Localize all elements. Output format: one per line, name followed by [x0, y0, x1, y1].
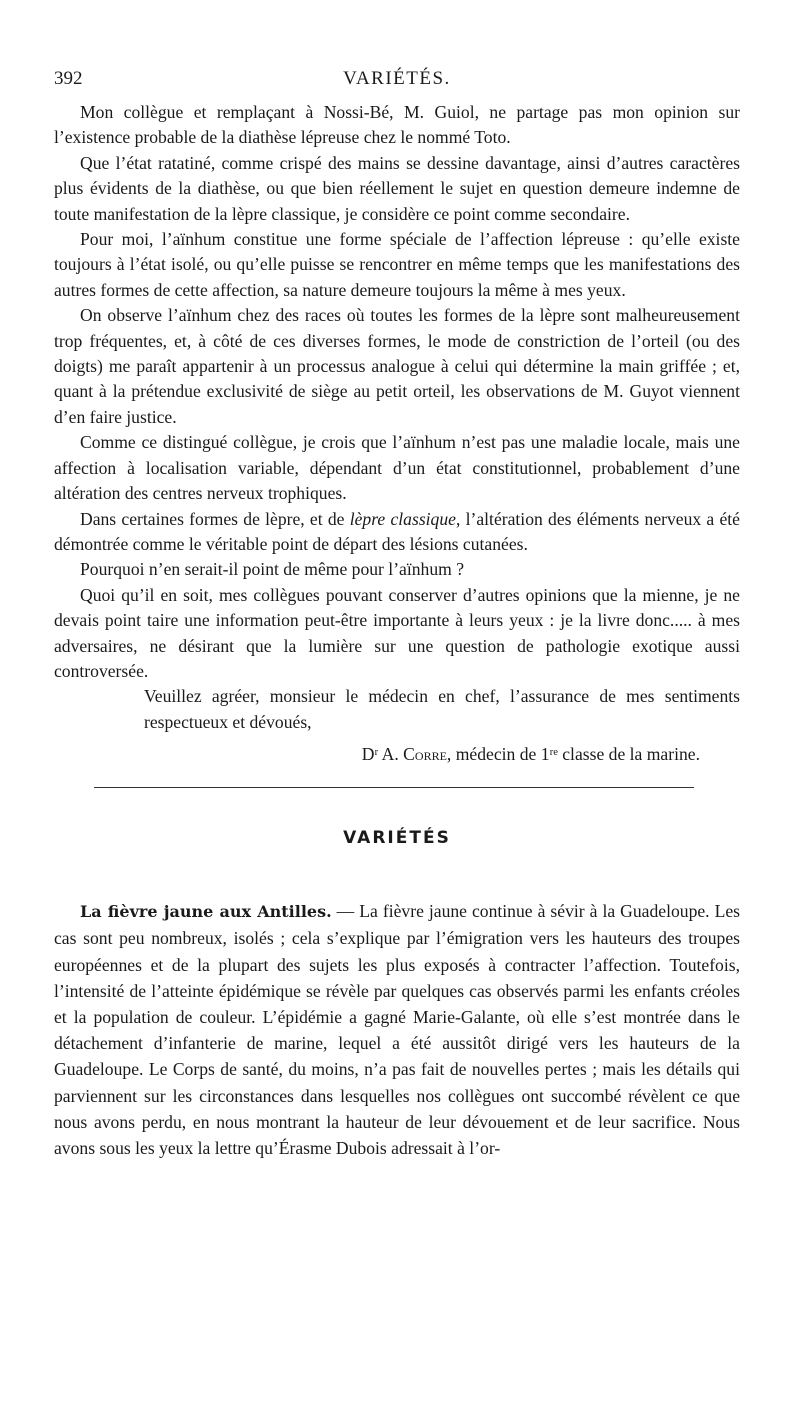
paragraph: Que l’état ratatiné, comme crispé des mains se dessine davantage, ainsi d’autres caractères plus évidents de la diathèse, ou que bien réellement le sujet en question demeure indemne de toute manifestation de la lèpre classique, je considère ce point comme secondaire.: [54, 152, 740, 224]
paragraph: Pour moi, l’aïnhum constitue une forme spéciale de l’affection lépreuse : qu’elle existe toujours à l’état isolé, ou qu’elle puisse se rencontrer en même temps que les manifestations des autres formes de cette affection, sa nature demeure toujours la même à mes yeux.: [54, 229, 740, 300]
paragraph: Comme ce distingué collègue, je crois que l’aïnhum n’est pas une maladie locale, mais une affection à localisation variable, dépendant d’un état constitutionnel, probablement d’une altération des centres nerveux trophiques.: [54, 432, 740, 504]
closing-formula: Veuillez agréer, monsieur le médecin en chef, l’assurance de mes sentiments respectueux et dévoués,: [144, 686, 740, 732]
paragraph: Mon collègue et remplaçant à Nossi-Bé, M. Guiol, ne partage pas mon opinion sur l’existence probable de la diathèse lépreuse chez le nommé Toto.: [54, 102, 740, 148]
paragraph: [54, 898, 740, 1161]
text-segment: Dans certaines formes de lèpre, et de: [80, 508, 350, 529]
letter-body: [54, 100, 740, 769]
italic-term: lèpre classique: [349, 508, 456, 529]
paragraph: On observe l’aïnhum chez des races où toutes les formes de la lèpre sont malheureusement trop fréquentes, et, à côté de ces diverses formes, le mode de constriction de l’orteil (ou des doigts) me paraît appartenir à un processus analogue à celui qui détermine la main griffée ; et, quant à la prétendue exclusivité de siège au petit orteil, les observations de M. Guyot viennent d’en faire justice.: [54, 305, 740, 427]
section-title: VARIÉTÉS: [343, 828, 451, 849]
running-head: VARIÉTÉS.: [343, 68, 451, 89]
signature: [54, 739, 740, 769]
signature-name: Corre: [403, 744, 447, 765]
page-header: [54, 62, 740, 100]
paragraph: Quoi qu’il en soit, mes collègues pouvant conserver d’autres opinions que la mienne, je ne devais point taire une information peut-être importante à leurs yeux : je la livre donc..... à mes adversaires, ne désirant que la lumière sur une question de pathologie exotique aussi controversée.: [54, 584, 740, 681]
run-in-heading: La fièvre jaune aux Antilles.: [80, 902, 332, 922]
signature-title: , médecin de 1ʳᵉ classe de la marine.: [446, 744, 700, 765]
text-segment: — La fièvre jaune continue à sévir à la Guadeloupe. Les cas sont peu nombreux, isolés ; cela s’explique par l’émigration vers les hauteurs des troupes européennes et de la plupart des sujets les plus exposés à contracter l’affection. Toutefois, l’intensité de l’atteinte épidémique se révèle par quelques cas observés parmi les enfants créoles et la population de couleur. L’épidémie a gagné Marie-Galante, où elle s’est montrée dans le détachement d’infanterie de marine, lequel a été aussitôt dirigé vers les hauteurs de la Guadeloupe. Le Corps de santé, du moins, n’a pas fait de nouvelles pertes ; mais les détails qui parviennent sur les circonstances dans lesquelles nos collègues ont succombé révèlent ce que nous avons perdu, en nous montrant la hauteur de leur dévouement et de leur sacrifice. Nous avons sous les yeux la lettre qu’Érasme Dubois adressait à l’or-: [54, 901, 740, 1158]
paragraph: [54, 507, 740, 558]
paragraph: Pourquoi n’en serait-il point de même pour l’aïnhum ?: [80, 559, 465, 580]
section-body: [54, 898, 740, 1161]
text-segment: , l’altération des éléments nerveux a été démontrée comme le véritable point de départ des lésions cutanées.: [54, 508, 740, 554]
signature-prefix: Dʳ A.: [361, 744, 404, 765]
page: [54, 62, 740, 1161]
page-number: 392: [54, 68, 83, 89]
divider: [94, 787, 694, 788]
